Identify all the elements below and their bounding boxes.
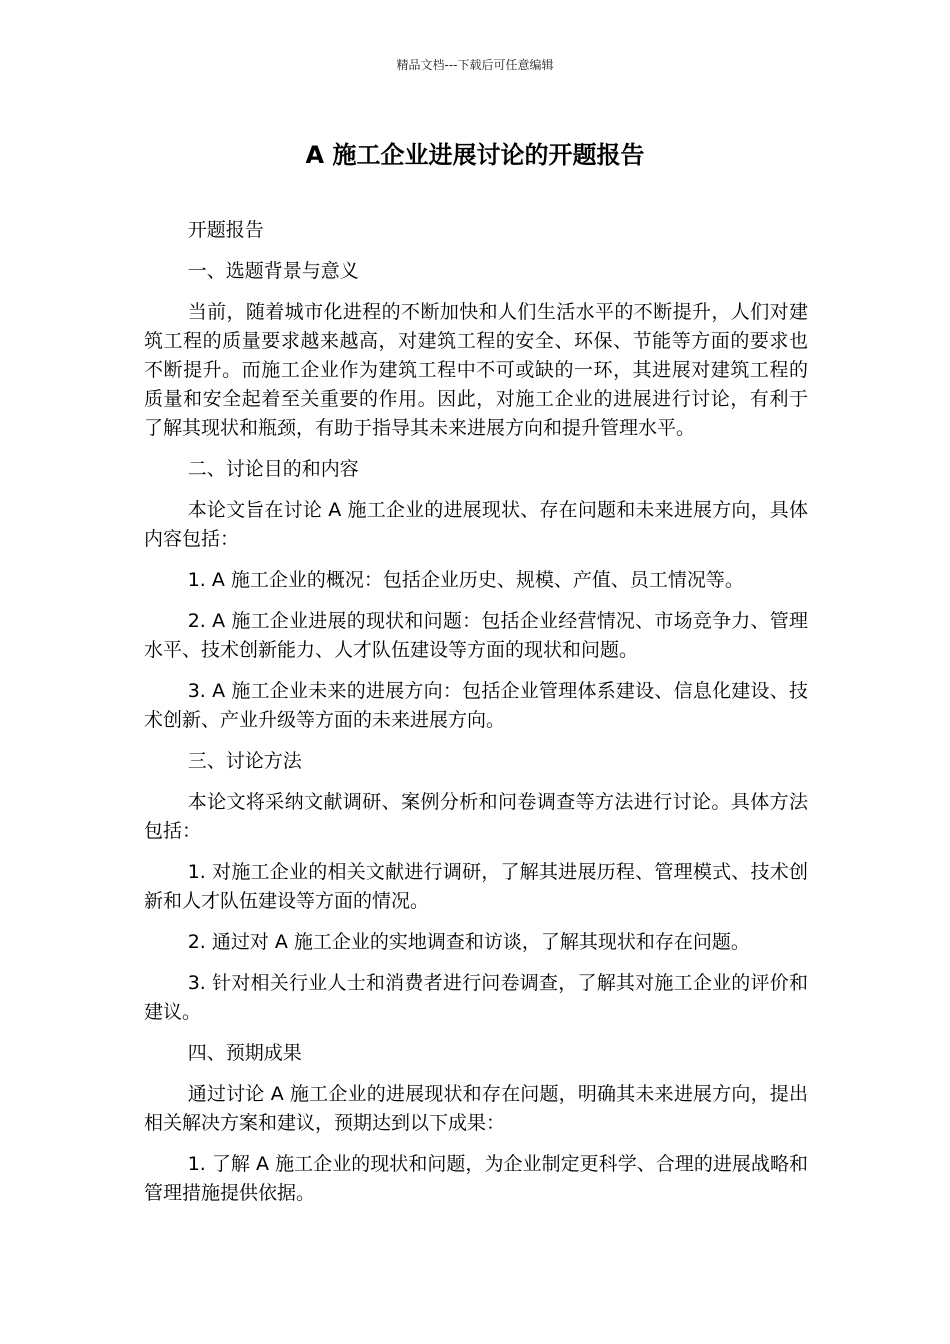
list-item-method-1: 1. 对施工企业的相关文献进行调研，了解其进展历程、管理模式、技术创新和人才队伍建设等方面的情况。 [144,861,808,912]
report-label: 开题报告 [187,219,264,241]
list-item-method-2: 2. 通过对 A 施工企业的实地调查和访谈，了解其现状和存在问题。 [187,931,750,953]
paragraph-methods: 本论文将采纳文献调研、案例分析和问卷调查等方法进行讨论。具体方法包括： [144,791,808,842]
list-item-outcome-1: 1. 了解 A 施工企业的现状和问题，为企业制定更科学、合理的进展战略和管理措施提供依据。 [144,1153,808,1204]
section-heading-background: 一、选题背景与意义 [187,260,359,282]
paragraph-purpose: 本论文旨在讨论 A 施工企业的进展现状、存在问题和未来进展方向，具体内容包括： [144,499,808,550]
page-header: 精品文档---下载后可任意编辑 [396,58,554,72]
section-heading-outcomes: 四、预期成果 [187,1042,302,1064]
section-heading-methods: 三、讨论方法 [187,750,302,772]
list-item-method-3: 3. 针对相关行业人士和消费者进行问卷调查，了解其对施工企业的评价和建议。 [144,972,808,1023]
list-item-content-1: 1. A 施工企业的概况：包括企业历史、规模、产值、员工情况等。 [187,569,744,591]
section-heading-purpose: 二、讨论目的和内容 [187,458,359,480]
list-item-content-3: 3. A 施工企业未来的进展方向：包括企业管理体系建设、信息化建设、技术创新、产业升级等方面的未来进展方向。 [144,680,808,731]
paragraph-outcomes: 通过讨论 A 施工企业的进展现状和存在问题，明确其未来进展方向，提出相关解决方案和建议，预期达到以下成果： [144,1083,808,1134]
document-title: A 施工企业进展讨论的开题报告 [305,141,645,169]
list-item-content-2: 2. A 施工企业进展的现状和问题：包括企业经营情况、市场竞争力、管理水平、技术创新能力、人才队伍建设等方面的现状和问题。 [144,610,808,661]
document-body [144,216,808,1220]
paragraph-background: 当前，随着城市化进程的不断加快和人们生活水平的不断提升，人们对建筑工程的质量要求越来越高，对建筑工程的安全、环保、节能等方面的要求也不断提升。而施工企业作为建筑工程中不可或缺的一环，其进展对建筑工程的质量和安全起着至关重要的作用。因此，对施工企业的进展进行讨论，有利于了解其现状和瓶颈，有助于指导其未来进展方向和提升管理水平。 [144,301,808,439]
